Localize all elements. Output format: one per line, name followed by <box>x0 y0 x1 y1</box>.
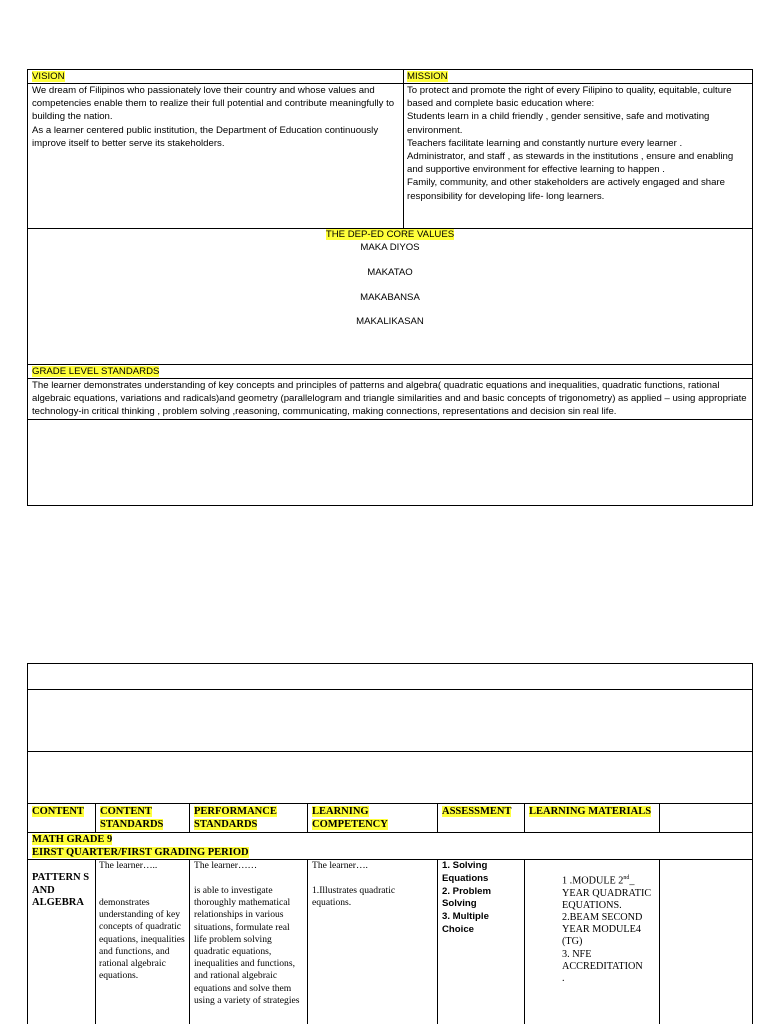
column-divider <box>95 803 96 832</box>
core-value-item: MAKATAO <box>367 267 413 278</box>
header-learning-competency: LEARNING COMPETENCY <box>312 806 388 830</box>
header-assessment: ASSESSMENT <box>442 806 512 817</box>
header-learning-materials: LEARNING MATERIALS <box>529 806 652 817</box>
content-standards-lead: The learner….. <box>99 860 158 871</box>
header-content: CONTENT <box>32 806 84 817</box>
header-performance-standards: PERFORMANCE STANDARDS <box>194 806 277 830</box>
table-row-line <box>27 751 753 752</box>
column-divider <box>307 859 308 1024</box>
period-title: EIRST QUARTER/FIRST GRADING PERIOD <box>32 847 249 858</box>
core-values-heading: THE DEP-ED CORE VALUES <box>325 229 455 240</box>
assessment-cell: 1. Solving Equations 2. Problem Solving 3. Multiple Choice <box>442 860 492 935</box>
grade-title: MATH GRADE 9 <box>32 834 113 845</box>
column-divider <box>659 803 660 832</box>
mission-text: To protect and promote the right of every Filipino to quality, equitable, culture based and complete basic education where: Students learn in a child friendly , gender sensitive, safe and motivating environment. Teachers facilitate learning and constantly nurture every learner . Administrator, and staff , as stewards in the institutions , ensure and enabling and supportive environment for effective learning to happen . Family, community, and other stakeholders are actively engaged and share responsibility for developing life- long learners. <box>407 85 734 202</box>
header-content-standards: CONTENT STANDARDS <box>100 806 164 830</box>
column-divider <box>659 859 660 1024</box>
vision-text: We dream of Filipinos who passionately love their country and whose values and competencies enable them to realize their full potential and contribute meaningfully to building the nation. As a learner centered public institution, the Department of Education continuously improve itself to better serve its stakeholders. <box>32 85 395 149</box>
column-divider <box>189 859 190 1024</box>
table-row-line <box>27 832 753 833</box>
mission-heading: MISSION <box>407 71 448 82</box>
core-value-item: MAKABANSA <box>360 292 420 303</box>
core-value-item: MAKALIKASAN <box>356 316 424 327</box>
column-divider <box>524 803 525 832</box>
column-divider <box>524 859 525 1024</box>
column-divider <box>437 803 438 832</box>
performance-text: is able to investigate thoroughly mathematical relationships in various situations, formulate real life problem solving quadratic equations, inequalities and functions, and rational algebraic equations and solve them using a variety of strategies <box>194 885 300 1006</box>
competency-text: 1.Illustrates quadratic equations. <box>312 885 396 909</box>
content-standards-text: demonstrates understanding of key concepts of quadratic equations, inequalities and functions, and rational algebraic equations. <box>99 897 185 982</box>
content-cell: PATTERN S AND ALGEBRA <box>32 872 90 909</box>
column-divider <box>307 803 308 832</box>
core-value-item: MAKA DIYOS <box>360 242 420 253</box>
gls-heading: GRADE LEVEL STANDARDS <box>32 366 160 377</box>
column-divider <box>437 859 438 1024</box>
table-row-line <box>27 689 753 690</box>
column-divider <box>189 803 190 832</box>
gls-text: The learner demonstrates understanding of key concepts and principles of patterns and algebra( quadratic equations and inequalities, quadratic functions, rational algebraic equations, variations and radicals)and geometry (parallelogram and triangle similarities and and basic concepts of trigonometry) as applied – using appropriate technology-in critical thinking , problem solving ,reasoning, communicating, making connections, representations and decision sin real life. <box>32 380 747 418</box>
materials-cell: 1 .MODULE 2nd_ YEAR QUADRATIC EQUATIONS. 2.BEAM SECOND YEAR MODULE4 (TG) 3. NFE ACCREDITATION . <box>562 875 652 985</box>
table-row-line <box>27 803 753 804</box>
vision-heading: VISION <box>32 71 65 82</box>
performance-lead: The learner…… <box>194 860 258 871</box>
vision-mission-divider <box>403 69 404 228</box>
competency-lead: The learner…. <box>312 860 368 871</box>
column-divider <box>95 859 96 1024</box>
gls-bottom-line <box>27 419 753 420</box>
